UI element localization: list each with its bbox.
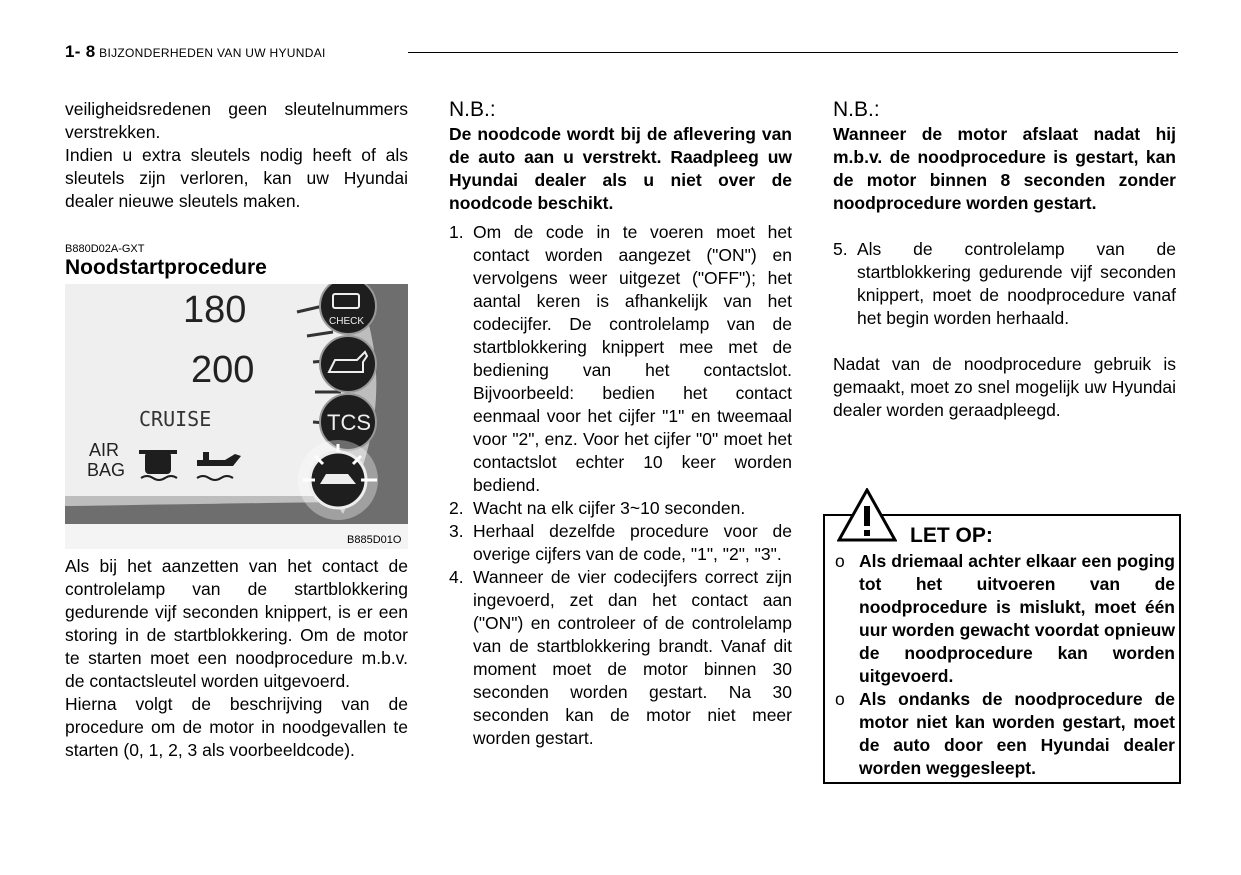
bullet: o [835,689,845,709]
procedure-steps-continued [833,238,1176,330]
procedure-steps [449,221,792,750]
section-code: B880D02A-GXT [65,243,145,255]
nb-text: Wanneer de motor afslaat nadat hij m.b.v. de noodprocedure is gestart, kan de motor binnen 8 seconden zonder noodprocedure worden gestart. [833,124,1176,213]
warning-title: LET OP: [910,524,993,547]
column-2 [449,98,792,750]
intro-paragraph: veiligheidsredenen geen sleutelnummers verstrekken. [65,99,408,142]
step-text: Als de controlelamp van de startblokkering gedurende vijf seconden knippert, moet de noodprocedure vanaf het begin worden herhaald. [857,239,1176,328]
warning-item [835,550,1175,688]
dashboard-figure [65,284,408,549]
cruise-indicator: CRUISE [139,407,212,431]
warning-triangle-icon [837,488,897,542]
intro-paragraph: Indien u extra sleutels nodig heeft of als sleutels zijn verloren, kan uw Hyundai dealer nieuwe sleutels maken. [65,145,408,211]
step-text: Wacht na elk cijfer 3~10 seconden. [473,498,746,518]
figure-code: B885D01O [347,534,402,546]
page-number: 1- 8 [65,42,96,61]
procedure-step [449,221,792,497]
warning-text: Als driemaal achter elkaar een poging tot het uitvoeren van de noodprocedure is mislukt, moet één uur worden gewacht voordat opnieuw de noodprocedure kan worden uitgevoerd. [859,551,1175,686]
body-paragraph: Hierna volgt de beschrijving van de procedure om de motor in noodgevallen te starten (0, 1, 2, 3 als voorbeeldcode). [65,694,408,760]
closing-paragraph: Nadat van de noodprocedure gebruik is gemaakt, moet zo snel mogelijk uw Hyundai dealer worden geraadpleegd. [833,354,1176,420]
step-number: 4. [449,567,464,587]
step-number: 2. [449,498,464,518]
check-label: CHECK [329,316,365,327]
airbag-label: BAG [87,460,126,480]
warning-box [823,514,1181,784]
page-header [65,42,326,62]
step-text: Om de code in te voeren moet het contact worden aangezet ("ON") en vervolgens weer uitgezet ("OFF"); het aantal keren is afhankelijk van het codecijfer. De controlelamp van de startblokkering knippert mee met de bediening van het contactslot. Bijvoorbeeld: bedien het contact eenmaal voor het cijfer "1" en tweemaal voor "2", enz. Voor het cijfer "0" moet het contactslot echter 10 keer worden bediend. [473,222,792,495]
nb-title: N.B.: [449,98,496,121]
step-text: Wanneer de vier codecijfers correct zijn ingevoerd, zet dan het contact aan ("ON") en controleer of de controlelamp van de startblokkering brandt. Vanaf dit moment moet de motor binnen 30 seconden worden gestart. Na 30 seconden kan de motor niet meer worden gestart. [473,567,792,748]
warning-text: Als ondanks de noodprocedure de motor niet kan worden gestart, moet de auto door een Hyundai dealer worden weggesleept. [859,689,1175,778]
tcs-label: TCS [327,410,371,435]
bullet: o [835,551,845,571]
column-3 [833,98,1176,422]
nb-text: De noodcode wordt bij de aflevering van de auto aan u verstrekt. Raadpleeg uw Hyundai dealer als u niet over de noodcode beschikt. [449,124,792,213]
step-number: 5. [833,239,848,259]
column-1 [65,98,408,762]
procedure-step [449,497,792,520]
procedure-step [449,566,792,750]
check-engine-icon [320,284,376,334]
step-text: Herhaal dezelfde procedure voor de overige cijfers van de code, "1", "2", "3". [473,521,792,564]
gauge-label-200: 200 [191,349,255,391]
section-title: Noodstartprocedure [65,256,267,279]
immobilizer-indicator-icon [298,440,378,520]
procedure-step [833,238,1176,330]
header-section-title: BIJZONDERHEDEN VAN UW HYUNDAI [99,46,326,60]
step-number: 1. [449,222,464,242]
procedure-step [449,520,792,566]
gauge-label-180: 180 [183,289,247,331]
warning-list [835,550,1175,780]
airbag-label: AIR [89,440,120,460]
trunk-open-icon [320,336,376,392]
header-rule [408,52,1178,53]
dashboard-illustration [65,284,408,549]
warning-item [835,688,1175,780]
nb-title: N.B.: [833,98,880,121]
body-paragraph: Als bij het aanzetten van het contact de controlelamp van de startblokkering gedurende vijf seconden knippert, is er een storing in de startblokkering. Om de motor te starten moet een noodprocedure m.b.v. de contactsleutel worden uitgevoerd. [65,556,408,691]
step-number: 3. [449,521,464,541]
